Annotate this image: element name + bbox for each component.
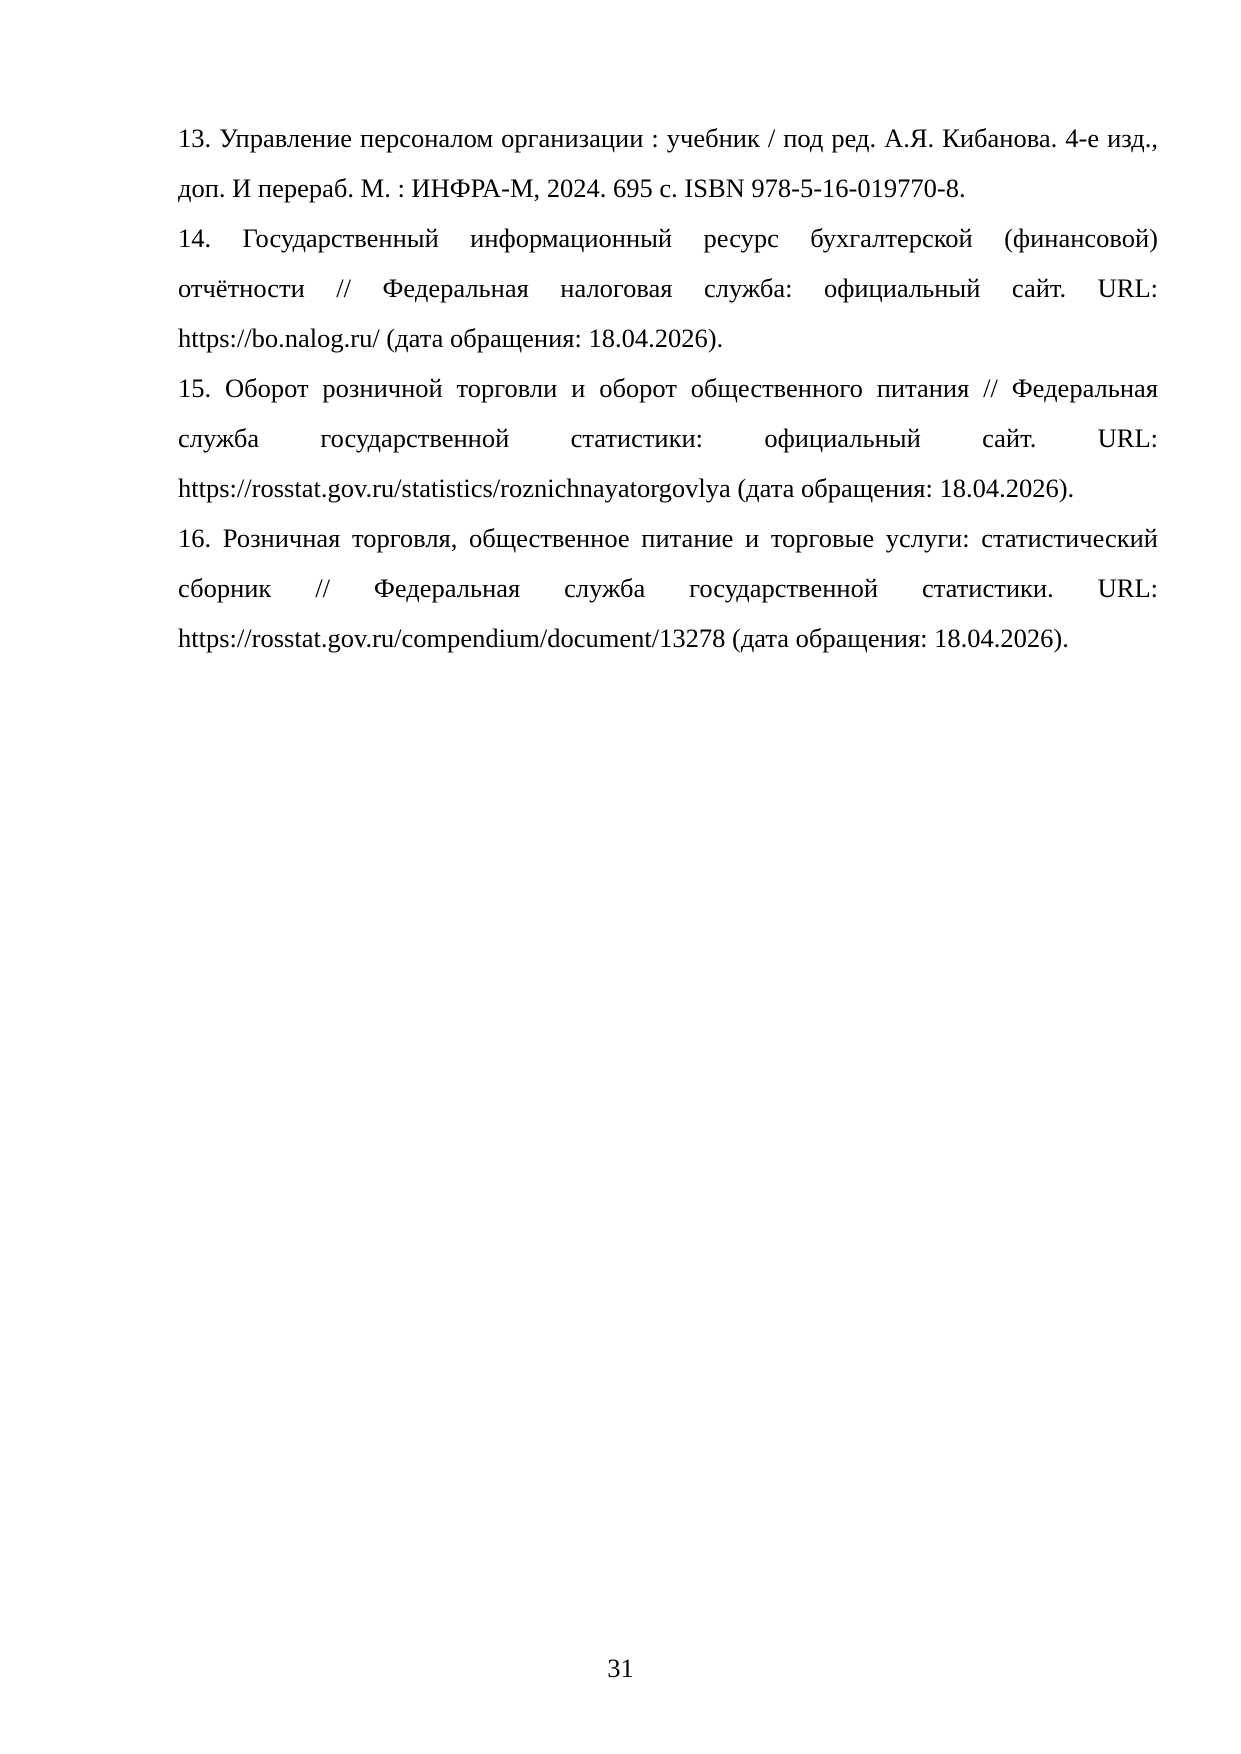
- reference-number: 15.: [178, 373, 212, 403]
- reference-text: Оборот розничной торговли и оборот общественного питания // Федеральная служба государственной статистики: официальный сайт. URL: https://rosstat.gov.ru/statistics/roznichnayatorgovlya (дата обращения: 18.04.2026).: [178, 373, 1159, 503]
- page-number: 31: [607, 1653, 634, 1683]
- reference-item-15: [178, 363, 1158, 513]
- reference-number: 14.: [178, 223, 212, 253]
- reference-number: 16.: [178, 523, 212, 553]
- reference-item-13: [178, 113, 1158, 213]
- reference-item-16: [178, 513, 1158, 663]
- reference-number: 13.: [178, 123, 212, 153]
- reference-list: [178, 113, 1158, 663]
- reference-text: Розничная торговля, общественное питание и торговые услуги: статистический сборник // Федеральная служба государственной статистики. URL: https://rosstat.gov.ru/compendium/document/13278 (дата обращения: 18.04.2026).: [178, 523, 1158, 653]
- reference-text: Управление персоналом организации : учебник / под ред. А.Я. Кибанова. 4-е изд., доп. И перераб. М. : ИНФРА-М, 2024. 695 с. ISBN 978-5-16-019770-8.: [178, 123, 1158, 203]
- reference-item-14: [178, 213, 1158, 363]
- reference-text: Государственный информационный ресурс бухгалтерской (финансовой) отчётности // Федеральная налоговая служба: официальный сайт. URL: https://bo.nalog.ru/ (дата обращения: 18.04.2026).: [178, 223, 1158, 353]
